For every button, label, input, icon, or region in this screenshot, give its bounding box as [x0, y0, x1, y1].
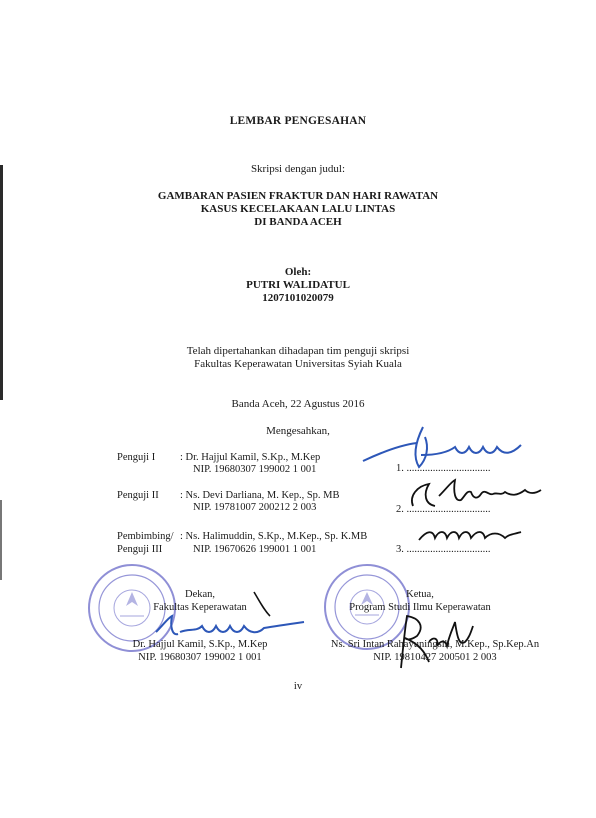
examiner-label: Penguji II [117, 490, 159, 501]
examiner-nip: NIP. 19680307 199002 1 001 [193, 464, 317, 475]
examiner-label: Pembimbing/ [117, 531, 174, 542]
page-title: LEMBAR PENGESAHAN [229, 115, 367, 127]
defended-line: Telah dipertahankan dihadapan tim penguji skripsi [186, 345, 410, 357]
author-name: PUTRI WALIDATUL [246, 279, 350, 291]
signature-line: 3. ................................ [396, 544, 491, 555]
dean-name: Dr. Hajjul Kamil, S.Kp., M.Kep [132, 639, 268, 650]
subtitle: Skripsi dengan judul: [250, 163, 346, 175]
place-date: Banda Aceh, 22 Agustus 2016 [231, 398, 365, 410]
thesis-title-line: KASUS KECELAKAAN LALU LINTAS [200, 203, 396, 215]
signature-line: 1. ................................ [396, 463, 491, 474]
dean-nip: NIP. 19680307 199002 1 001 [138, 652, 262, 663]
examiner-label: Penguji I [117, 452, 156, 463]
left-edge-shadow-lower [0, 500, 2, 580]
examiner-2-signature [405, 478, 545, 513]
thesis-title-line: GAMBARAN PASIEN FRAKTUR DAN HARI RAWATAN [157, 190, 439, 202]
page-number: iv [293, 681, 303, 692]
author-block [0, 266, 596, 305]
examiner-label-secondary: Penguji III [117, 544, 163, 555]
examiner-nip: NIP. 19781007 200212 2 003 [193, 502, 317, 513]
approval-label: Mengesahkan, [266, 425, 330, 437]
head-unit: Program Studi Ilmu Keperawatan [349, 602, 491, 613]
author-label: Oleh: [284, 266, 312, 278]
head-nip: NIP. 19810427 200501 2 003 [373, 652, 497, 663]
examiner-nip: NIP. 19670626 199001 1 001 [193, 544, 317, 555]
thesis-title-line: DI BANDA ACEH [254, 216, 342, 228]
head-role: Ketua, [406, 589, 434, 600]
defended-line: Fakultas Keperawatan Universitas Syiah Kuala [194, 358, 402, 370]
dean-role: Dekan, [184, 589, 216, 600]
examiner-3-signature [415, 526, 525, 546]
dean-unit: Fakultas Keperawatan [153, 602, 247, 613]
defended-statement [0, 345, 596, 371]
examiner-name: : Dr. Hajjul Kamil, S.Kp., M.Kep [180, 452, 321, 463]
thesis-title [0, 190, 596, 229]
examiner-1-signature [355, 425, 530, 475]
signature-line: 2. ................................ [396, 504, 491, 515]
examiner-name: : Ns. Halimuddin, S.Kp., M.Kep., Sp. K.MB [180, 531, 368, 542]
author-nim: 1207101020079 [262, 292, 334, 304]
examiner-name: : Ns. Devi Darliana, M. Kep., Sp. MB [180, 490, 340, 501]
head-name: Ns. Sri Intan Rahayuningsih, M.Kep., Sp.Kep.An [330, 639, 540, 650]
